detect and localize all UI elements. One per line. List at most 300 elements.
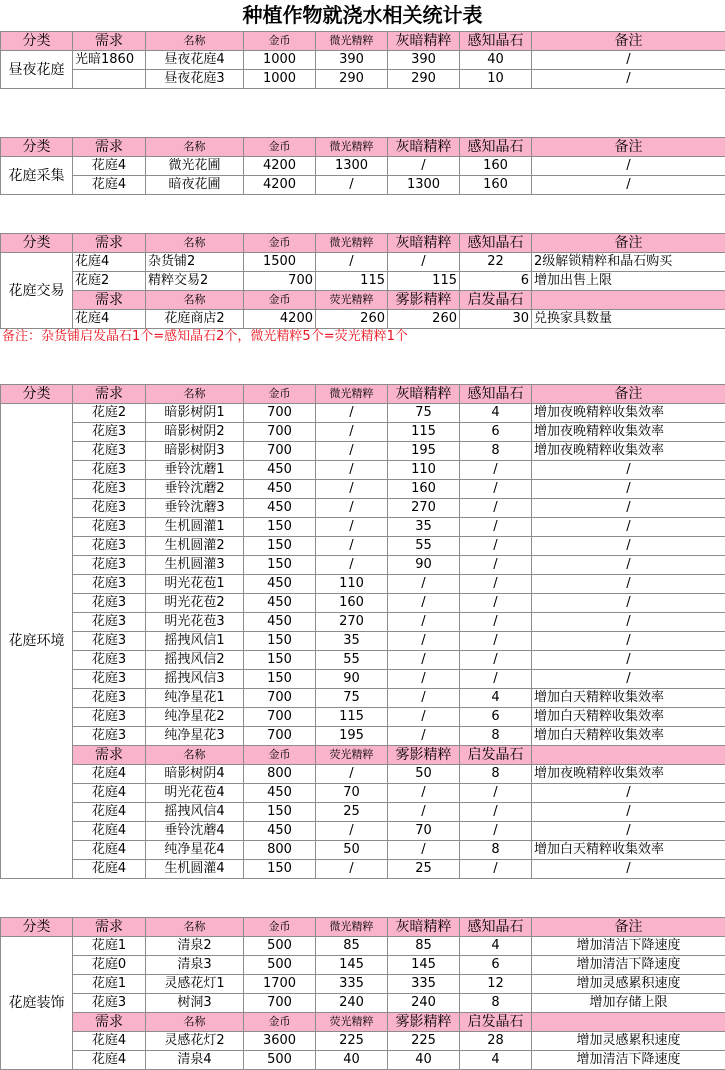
column-header: 名称 (146, 746, 244, 765)
cell: 35 (316, 632, 388, 651)
cell (73, 70, 146, 89)
cell: 90 (316, 670, 388, 689)
cell: / (316, 860, 388, 879)
cell: 花庭1 (73, 975, 146, 994)
cell: 6 (460, 708, 532, 727)
cell: 花庭3 (73, 518, 146, 537)
column-header: 名称 (146, 234, 244, 253)
cell: 55 (316, 651, 388, 670)
cell: 生机圆灌1 (146, 518, 244, 537)
table-row (1, 51, 725, 70)
header-row (1, 385, 725, 404)
cell: 增加夜晚精粹收集效率 (532, 442, 725, 461)
column-header: 分类 (1, 138, 73, 157)
header-row-alt (1, 746, 725, 765)
column-header: 备注 (532, 918, 725, 937)
cell: 花庭2 (73, 404, 146, 423)
cell: 花庭4 (73, 860, 146, 879)
cell: 335 (388, 975, 460, 994)
cell: 700 (244, 994, 316, 1013)
cell: 3600 (244, 1032, 316, 1051)
table-row (1, 423, 725, 442)
cell: 花庭4 (73, 803, 146, 822)
column-header: 需求 (73, 234, 146, 253)
cell: 150 (244, 651, 316, 670)
cell: / (532, 632, 725, 651)
cell: 树洞3 (146, 994, 244, 1013)
cell: / (460, 632, 532, 651)
cell: 暗影树阴3 (146, 442, 244, 461)
cell: 195 (316, 727, 388, 746)
cell: 1300 (388, 176, 460, 195)
cell: 150 (244, 670, 316, 689)
cell: 12 (460, 975, 532, 994)
cell: / (532, 822, 725, 841)
cell: / (460, 613, 532, 632)
column-header: 需求 (73, 918, 146, 937)
cell: / (460, 518, 532, 537)
table-row (1, 1032, 725, 1051)
column-header-empty (532, 1013, 725, 1032)
column-header: 分类 (1, 918, 73, 937)
column-header: 名称 (146, 1013, 244, 1032)
cell: 纯净星花4 (146, 841, 244, 860)
cell: 85 (316, 937, 388, 956)
cell: 光暗1860 (73, 51, 146, 70)
table-row (1, 461, 725, 480)
cell: / (316, 423, 388, 442)
cell: 75 (388, 404, 460, 423)
cell: 微光花圃 (146, 157, 244, 176)
cell: 暗夜花圃 (146, 176, 244, 195)
cell: 增加白天精粹收集效率 (532, 689, 725, 708)
header-row-alt (1, 291, 725, 310)
cell: 摇拽风信3 (146, 670, 244, 689)
table-row (1, 822, 725, 841)
cell: / (532, 594, 725, 613)
cell: 290 (388, 70, 460, 89)
cell: 增加夜晚精粹收集效率 (532, 404, 725, 423)
cell: / (316, 176, 388, 195)
cell: 灵感花灯1 (146, 975, 244, 994)
sheet-title: 种植作物就浇水相关统计表 (0, 0, 725, 31)
column-header: 微光精粹 (316, 234, 388, 253)
cell: 450 (244, 822, 316, 841)
column-header: 灰暗精粹 (388, 385, 460, 404)
cell: / (532, 784, 725, 803)
table-row (1, 956, 725, 975)
table-row (1, 176, 725, 195)
cell: 160 (460, 157, 532, 176)
cell: 115 (316, 708, 388, 727)
cell: / (316, 499, 388, 518)
column-header: 荧光精粹 (316, 291, 388, 310)
cell: 335 (316, 975, 388, 994)
cell: 垂铃沈蘑2 (146, 480, 244, 499)
cell: / (460, 670, 532, 689)
cell: / (388, 784, 460, 803)
category-cell: 花庭采集 (1, 157, 73, 195)
cell: / (532, 461, 725, 480)
cell: 生机圆灌2 (146, 537, 244, 556)
cell: 145 (388, 956, 460, 975)
cell: 4 (460, 689, 532, 708)
cell: 花庭4 (73, 253, 146, 272)
column-header: 雾影精粹 (388, 746, 460, 765)
cell: / (388, 841, 460, 860)
cell: 500 (244, 1051, 316, 1070)
cell: 清泉4 (146, 1051, 244, 1070)
cell: 花庭3 (73, 575, 146, 594)
cell: / (532, 575, 725, 594)
cell: 花庭3 (73, 499, 146, 518)
table-row (1, 803, 725, 822)
cell: 花庭2 (73, 272, 146, 291)
cell: 暗影树阴1 (146, 404, 244, 423)
cell: 明光花苞3 (146, 613, 244, 632)
table-row (1, 310, 725, 329)
cell: / (316, 404, 388, 423)
table-row (1, 594, 725, 613)
cell: / (316, 822, 388, 841)
table-row (1, 272, 725, 291)
exchange-footnote: 备注：杂货铺启发晶石1个=感知晶石2个，微光精粹5个=荧光精粹1个 (2, 328, 722, 346)
column-header: 金币 (244, 138, 316, 157)
cell: 28 (460, 1032, 532, 1051)
cell: 清泉3 (146, 956, 244, 975)
cell: 450 (244, 461, 316, 480)
cell: 花庭3 (73, 632, 146, 651)
cell: / (388, 157, 460, 176)
column-header: 备注 (532, 32, 725, 51)
cell: 花庭4 (73, 841, 146, 860)
cell: / (388, 689, 460, 708)
category-cell: 花庭装饰 (1, 937, 73, 1070)
table-row (1, 727, 725, 746)
cell: 生机圆灌4 (146, 860, 244, 879)
cell: 纯净星花3 (146, 727, 244, 746)
cell: 纯净星花2 (146, 708, 244, 727)
column-header: 感知晶石 (460, 918, 532, 937)
cell: / (316, 461, 388, 480)
cell: 110 (388, 461, 460, 480)
cell: 暗影树阴2 (146, 423, 244, 442)
table-row (1, 670, 725, 689)
cell: 8 (460, 727, 532, 746)
cell: 450 (244, 480, 316, 499)
column-header: 金币 (244, 32, 316, 51)
cell: 摇拽风信2 (146, 651, 244, 670)
table-row (1, 689, 725, 708)
cell: 800 (244, 841, 316, 860)
cell: / (460, 784, 532, 803)
cell: / (532, 670, 725, 689)
table-row (1, 499, 725, 518)
cell: / (316, 480, 388, 499)
cell: / (388, 708, 460, 727)
cell: / (532, 518, 725, 537)
table-row (1, 651, 725, 670)
cell: 160 (316, 594, 388, 613)
table-row (1, 841, 725, 860)
column-header: 雾影精粹 (388, 1013, 460, 1032)
cell: / (316, 537, 388, 556)
cell: 115 (388, 423, 460, 442)
cell: / (532, 537, 725, 556)
cell: 700 (244, 727, 316, 746)
cell: 10 (460, 70, 532, 89)
cell: 115 (388, 272, 460, 291)
cell: / (460, 499, 532, 518)
cell: / (460, 556, 532, 575)
cell: 垂铃沈蘑1 (146, 461, 244, 480)
column-header: 启发晶石 (460, 291, 532, 310)
cell: / (388, 575, 460, 594)
header-row (1, 234, 725, 253)
cell: 纯净星花1 (146, 689, 244, 708)
cell: / (532, 51, 725, 70)
column-header: 名称 (146, 138, 244, 157)
cell: 700 (244, 708, 316, 727)
cell: 4 (460, 1051, 532, 1070)
table-row (1, 70, 725, 89)
cell: 花庭4 (73, 765, 146, 784)
cell: 260 (316, 310, 388, 329)
cell: 摇拽风信4 (146, 803, 244, 822)
cell: 4200 (244, 176, 316, 195)
cell: 1700 (244, 975, 316, 994)
cell: / (460, 537, 532, 556)
cell: 225 (316, 1032, 388, 1051)
cell: 70 (388, 822, 460, 841)
cell: / (388, 594, 460, 613)
cell: 160 (388, 480, 460, 499)
cell: 195 (388, 442, 460, 461)
table-row (1, 708, 725, 727)
table-row (1, 994, 725, 1013)
table-row (1, 575, 725, 594)
cell: / (388, 632, 460, 651)
column-header: 启发晶石 (460, 1013, 532, 1032)
section-garden-gathering (0, 137, 725, 195)
column-header-empty (532, 291, 725, 310)
cell: 花庭3 (73, 480, 146, 499)
cell: 增加清洁下降速度 (532, 956, 725, 975)
cell: / (388, 613, 460, 632)
column-header: 启发晶石 (460, 746, 532, 765)
table-row (1, 480, 725, 499)
cell: 花庭3 (73, 651, 146, 670)
column-header: 金币 (244, 746, 316, 765)
cell: 增加灵感累积速度 (532, 975, 725, 994)
cell: 花庭3 (73, 670, 146, 689)
column-header: 灰暗精粹 (388, 32, 460, 51)
section-garden-decoration (0, 917, 725, 1070)
cell: 摇拽风信1 (146, 632, 244, 651)
cell: / (388, 253, 460, 272)
column-header: 感知晶石 (460, 385, 532, 404)
cell: / (388, 651, 460, 670)
table-row (1, 253, 725, 272)
cell: 增加清洁下降速度 (532, 937, 725, 956)
cell: / (460, 860, 532, 879)
column-header: 微光精粹 (316, 138, 388, 157)
column-header: 名称 (146, 385, 244, 404)
column-header: 感知晶石 (460, 234, 532, 253)
cell: 800 (244, 765, 316, 784)
column-header: 金币 (244, 1013, 316, 1032)
cell: 270 (388, 499, 460, 518)
section-day-night-garden (0, 31, 725, 89)
cell: 30 (460, 310, 532, 329)
cell: 40 (316, 1051, 388, 1070)
cell: / (316, 518, 388, 537)
header-row-alt (1, 1013, 725, 1032)
cell: 花庭4 (73, 784, 146, 803)
cell: 6 (460, 956, 532, 975)
cell: 450 (244, 784, 316, 803)
cell: 70 (316, 784, 388, 803)
cell: 增加存储上限 (532, 994, 725, 1013)
column-header: 需求 (73, 138, 146, 157)
cell: 花庭3 (73, 556, 146, 575)
cell: 明光花苞2 (146, 594, 244, 613)
cell: 垂铃沈蘑4 (146, 822, 244, 841)
column-header: 荧光精粹 (316, 1013, 388, 1032)
cell: / (388, 670, 460, 689)
table-row (1, 157, 725, 176)
cell: 110 (316, 575, 388, 594)
cell: 暗影树阴4 (146, 765, 244, 784)
cell: 1500 (244, 253, 316, 272)
cell: 700 (244, 404, 316, 423)
cell: 花庭4 (73, 822, 146, 841)
cell: 225 (388, 1032, 460, 1051)
cell: 35 (388, 518, 460, 537)
cell: 花庭商店2 (146, 310, 244, 329)
cell: 150 (244, 803, 316, 822)
section-garden-trade (0, 233, 725, 329)
table-row (1, 613, 725, 632)
cell: 270 (316, 613, 388, 632)
cell: 花庭0 (73, 956, 146, 975)
category-cell: 花庭交易 (1, 253, 73, 329)
column-header: 备注 (532, 234, 725, 253)
cell: 垂铃沈蘑3 (146, 499, 244, 518)
cell: / (532, 499, 725, 518)
cell: / (388, 803, 460, 822)
cell: / (532, 803, 725, 822)
cell: 生机圆灌3 (146, 556, 244, 575)
cell: / (460, 651, 532, 670)
cell: 明光花苞4 (146, 784, 244, 803)
cell: 花庭1 (73, 937, 146, 956)
column-header: 荧光精粹 (316, 746, 388, 765)
cell: 50 (388, 765, 460, 784)
column-header: 名称 (146, 291, 244, 310)
header-row (1, 918, 725, 937)
cell: 150 (244, 556, 316, 575)
cell: 700 (244, 423, 316, 442)
cell: 290 (316, 70, 388, 89)
cell: 40 (460, 51, 532, 70)
cell: 灵感花灯2 (146, 1032, 244, 1051)
column-header: 备注 (532, 385, 725, 404)
cell: / (460, 594, 532, 613)
cell: 4200 (244, 157, 316, 176)
cell: 花庭3 (73, 727, 146, 746)
table-row (1, 556, 725, 575)
table-row (1, 937, 725, 956)
cell: 增加夜晚精粹收集效率 (532, 423, 725, 442)
column-header: 需求 (73, 385, 146, 404)
cell: 500 (244, 937, 316, 956)
cell: 85 (388, 937, 460, 956)
cell: 50 (316, 841, 388, 860)
cell: 4200 (244, 310, 316, 329)
cell: 160 (460, 176, 532, 195)
table-row (1, 765, 725, 784)
cell: 4 (460, 937, 532, 956)
cell: 增加清洁下降速度 (532, 1051, 725, 1070)
cell: 390 (316, 51, 388, 70)
table-row (1, 518, 725, 537)
cell: 花庭3 (73, 423, 146, 442)
cell: 240 (316, 994, 388, 1013)
cell: 清泉2 (146, 937, 244, 956)
cell: 花庭3 (73, 613, 146, 632)
cell: 4 (460, 404, 532, 423)
cell: / (532, 651, 725, 670)
cell: 450 (244, 594, 316, 613)
cell: 1000 (244, 51, 316, 70)
cell: 增加白天精粹收集效率 (532, 841, 725, 860)
cell: 22 (460, 253, 532, 272)
cell: / (532, 556, 725, 575)
table-row (1, 860, 725, 879)
cell: 260 (388, 310, 460, 329)
column-header: 金币 (244, 234, 316, 253)
cell: 花庭3 (73, 442, 146, 461)
cell: 杂货铺2 (146, 253, 244, 272)
cell: 花庭4 (73, 310, 146, 329)
cell: / (532, 860, 725, 879)
cell: 90 (388, 556, 460, 575)
header-row (1, 138, 725, 157)
cell: 花庭3 (73, 708, 146, 727)
column-header: 灰暗精粹 (388, 234, 460, 253)
column-header: 微光精粹 (316, 32, 388, 51)
cell: 145 (316, 956, 388, 975)
cell: 增加白天精粹收集效率 (532, 708, 725, 727)
cell: 40 (388, 1051, 460, 1070)
category-cell: 花庭环境 (1, 404, 73, 879)
column-header: 需求 (73, 746, 146, 765)
cell: 55 (388, 537, 460, 556)
cell: 150 (244, 860, 316, 879)
cell: / (388, 727, 460, 746)
cell: 花庭3 (73, 461, 146, 480)
column-header: 雾影精粹 (388, 291, 460, 310)
cell: / (316, 253, 388, 272)
cell: 115 (316, 272, 388, 291)
column-header: 分类 (1, 234, 73, 253)
table-row (1, 442, 725, 461)
column-header: 金币 (244, 291, 316, 310)
cell: 450 (244, 613, 316, 632)
cell: 700 (244, 689, 316, 708)
column-header: 需求 (73, 291, 146, 310)
